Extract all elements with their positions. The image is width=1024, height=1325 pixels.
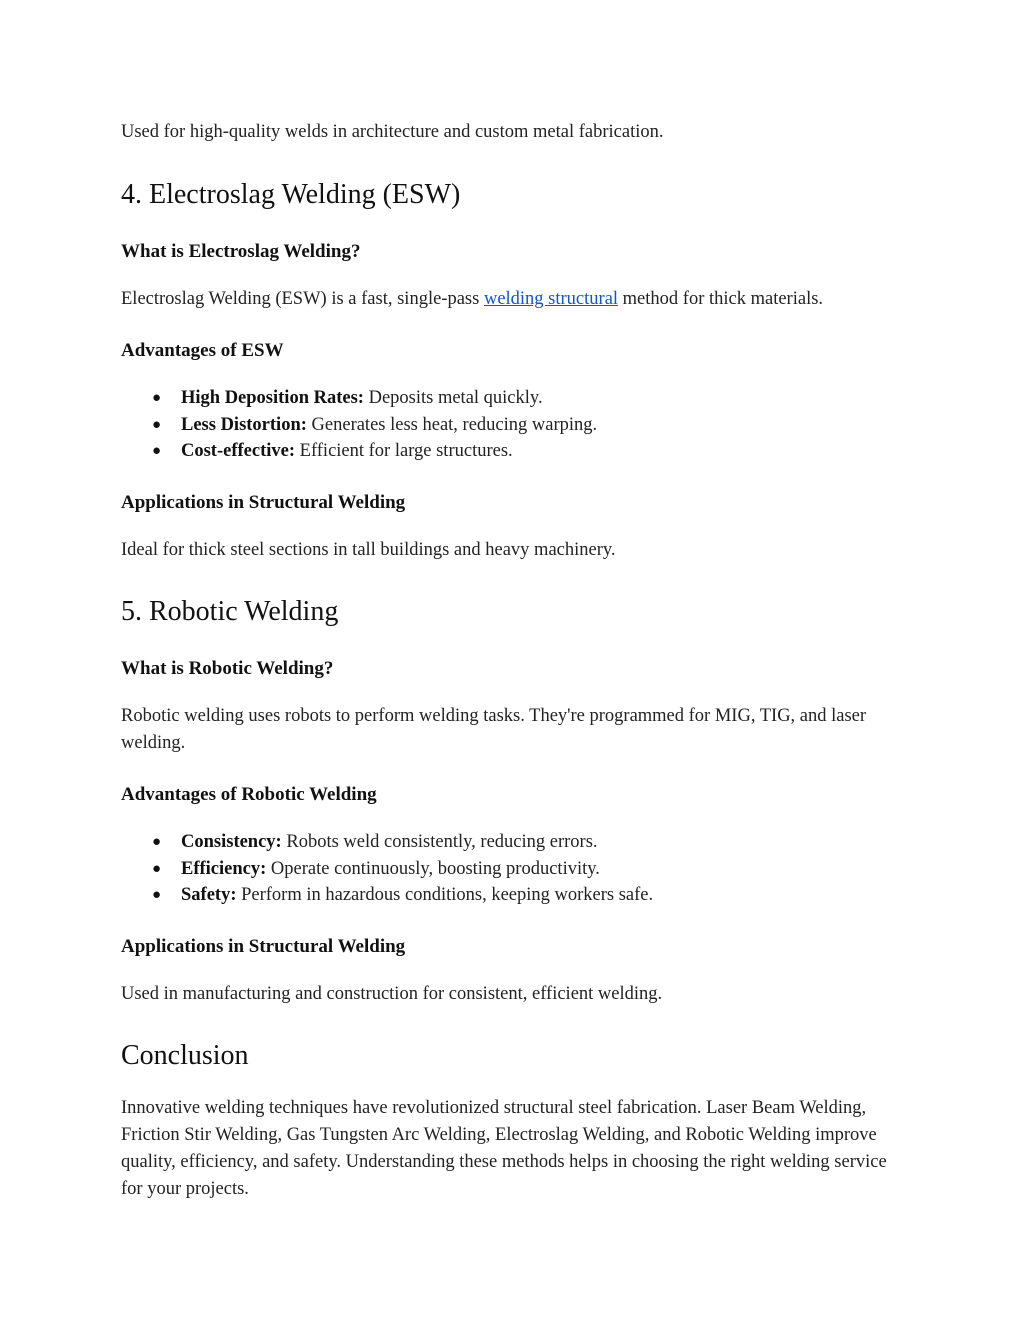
subheading-applications-esw: Applications in Structural Welding xyxy=(121,492,406,513)
intro-paragraph: Used for high-quality welds in architecture and custom metal fabrication. xyxy=(121,122,664,142)
list-item xyxy=(121,385,597,412)
bullet-icon: ● xyxy=(152,860,162,877)
list-item xyxy=(121,856,653,883)
subheading-what-is-robotic: What is Robotic Welding? xyxy=(121,658,334,679)
advantage-desc: Deposits metal quickly. xyxy=(363,388,543,408)
advantage-term: Consistency: xyxy=(181,832,282,852)
advantage-term: Less Distortion: xyxy=(181,414,307,435)
bullet-icon: ● xyxy=(152,887,162,903)
conclusion-paragraph: Innovative welding techniques have revolutionized structural steel fabrication. Laser Beam Welding, Friction Stir Welding, Gas Tungsten Arc Welding, Electroslag Welding, and Robotic Welding improve quality, efficiency, and safety. Understanding these methods helps in choosing the right welding service for your projects. xyxy=(121,1098,887,1199)
esw-description xyxy=(121,286,823,313)
advantage-desc: Efficient for large structures. xyxy=(295,441,513,461)
robotic-description: Robotic welding uses robots to perform welding tasks. They're programmed for MIG, TIG, and laser welding. xyxy=(121,706,867,753)
list-item xyxy=(121,412,597,439)
section-heading-electroslag: 4. Electroslag Welding (ESW) xyxy=(121,179,461,210)
advantage-term: High Deposition Rates: xyxy=(181,388,364,408)
robotic-advantages-list xyxy=(121,829,653,909)
advantage-term: Safety: xyxy=(181,885,237,905)
advantage-desc: Generates less heat, reducing warping. xyxy=(306,414,598,435)
list-item xyxy=(121,829,653,856)
bullet-icon: ● xyxy=(152,443,162,459)
subheading-what-is-esw: What is Electroslag Welding? xyxy=(121,241,361,262)
esw-advantages-list xyxy=(121,385,597,465)
esw-description-end: method for thick materials. xyxy=(618,289,824,309)
advantage-term: Efficiency: xyxy=(181,858,267,879)
advantage-desc: Robots weld consistently, reducing errors. xyxy=(281,832,598,852)
list-item xyxy=(121,882,653,909)
bullet-icon: ● xyxy=(152,834,162,850)
subheading-applications-robotic: Applications in Structural Welding xyxy=(121,936,406,957)
section-heading-conclusion: Conclusion xyxy=(121,1040,249,1071)
advantage-desc: Operate continuously, boosting productivity. xyxy=(266,858,600,879)
bullet-icon: ● xyxy=(152,390,162,406)
robotic-applications-text: Used in manufacturing and construction for consistent, efficient welding. xyxy=(121,984,663,1004)
advantage-desc: Perform in hazardous conditions, keeping workers safe. xyxy=(236,885,654,905)
esw-description-start: Electroslag Welding (ESW) is a fast, single-pass xyxy=(121,289,484,309)
welding-structural-link[interactable]: welding structural xyxy=(483,289,619,309)
bullet-icon: ● xyxy=(152,416,162,433)
list-item xyxy=(121,438,597,465)
subheading-advantages-robotic: Advantages of Robotic Welding xyxy=(121,784,377,805)
advantage-term: Cost-effective: xyxy=(181,441,296,461)
subheading-advantages-esw: Advantages of ESW xyxy=(121,340,284,361)
esw-applications-text: Ideal for thick steel sections in tall buildings and heavy machinery. xyxy=(121,540,616,560)
section-heading-robotic: 5. Robotic Welding xyxy=(121,596,339,627)
